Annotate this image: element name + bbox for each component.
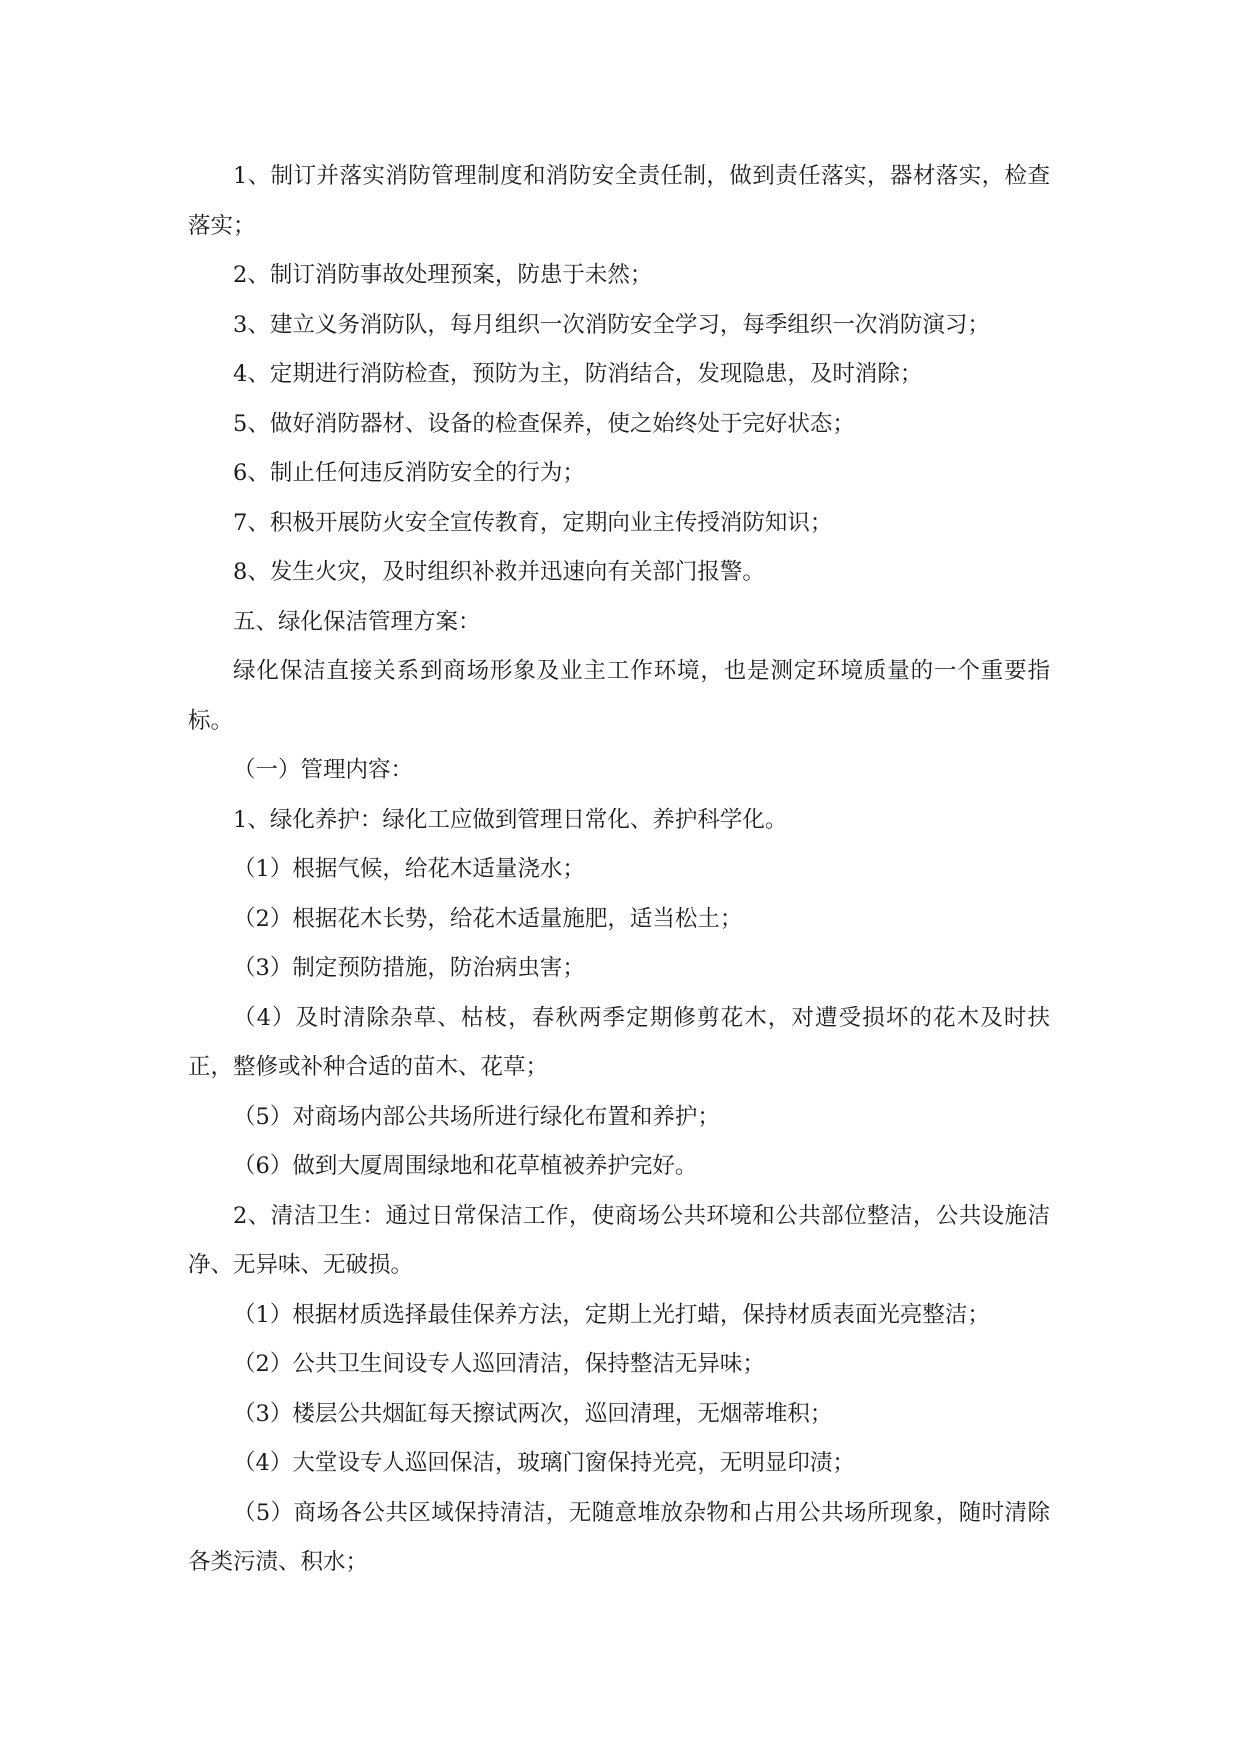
paragraph-greening-item-3: （3）制定预防措施，防治病虫害； [233, 955, 585, 981]
paragraph-cleaning-item-2: （2）公共卫生间设专人巡回清洁，保持整洁无异味； [233, 1351, 765, 1377]
paragraph-cleaning-item-3: （3）楼层公共烟缸每天擦试两次，巡回清理，无烟蒂堆积； [233, 1400, 833, 1427]
paragraph-cleaning: 2、清洁卫生：通过日常保洁工作，使商场公共环境和公共部位整洁，公共设施洁净、无异味、无破损。 [188, 1202, 1050, 1278]
paragraph-greening-item-4: （4）及时清除杂草、枯枝，春秋两季定期修剪花木，对遭受损坏的花木及时扶正，整修或补种合适的苗木、花草； [188, 1004, 1050, 1080]
subheading-management-content: （一）管理内容： [233, 757, 414, 783]
paragraph-cleaning-item-4: （4）大堂设专人巡回保洁，玻璃门窗保持光亮，无明显印渍； [233, 1450, 855, 1476]
paragraph-greening-item-2: （2）根据花木长势，给花木适量施肥，适当松土； [233, 905, 743, 932]
paragraph-cleaning-item-1: （1）根据材质选择最佳保养方法，定期上光打蜡，保持材质表面光亮整洁； [233, 1301, 990, 1328]
paragraph-fire-2: 2、制订消防事故处理预案，防患于未然； [233, 262, 653, 288]
paragraph-greening-item-1: （1）根据气候，给花木适量浇水； [233, 856, 585, 882]
document-body [188, 152, 1050, 1588]
paragraph-fire-1: 1、制订并落实消防管理制度和消防安全责任制，做到责任落实，器材落实，检查落实； [188, 163, 1050, 239]
paragraph-greening-item-5: （5）对商场内部公共场所进行绿化布置和养护； [233, 1103, 720, 1130]
paragraph-fire-5: 5、做好消防器材、设备的检查保养，使之始终处于完好状态； [233, 410, 855, 437]
section-heading-greening: 五、绿化保洁管理方案： [233, 608, 481, 635]
paragraph-fire-8: 8、发生火灾，及时组织补救并迅速向有关部门报警。 [233, 559, 765, 585]
paragraph-fire-7: 7、积极开展防火安全宣传教育，定期向业主传授消防知识； [233, 509, 833, 536]
paragraph-fire-6: 6、制止任何违反消防安全的行为； [233, 460, 585, 486]
paragraph-fire-4: 4、定期进行消防检查，预防为主，防消结合，发现隐患，及时消除； [233, 361, 923, 387]
paragraph-fire-3: 3、建立义务消防队，每月组织一次消防安全学习，每季组织一次消防演习； [233, 311, 990, 338]
paragraph-greening-item-6: （6）做到大厦周围绿地和花草植被养护完好。 [233, 1153, 698, 1179]
paragraph-greening-intro: 绿化保洁直接关系到商场形象及业主工作环境，也是测定环境质量的一个重要指标。 [188, 658, 1050, 734]
paragraph-greening-maintenance: 1、绿化养护：绿化工应做到管理日常化、养护科学化。 [233, 806, 788, 833]
paragraph-cleaning-item-5: （5）商场各公共区域保持清洁，无随意堆放杂物和占用公共场所现象，随时清除各类污渍、积水； [188, 1499, 1050, 1575]
